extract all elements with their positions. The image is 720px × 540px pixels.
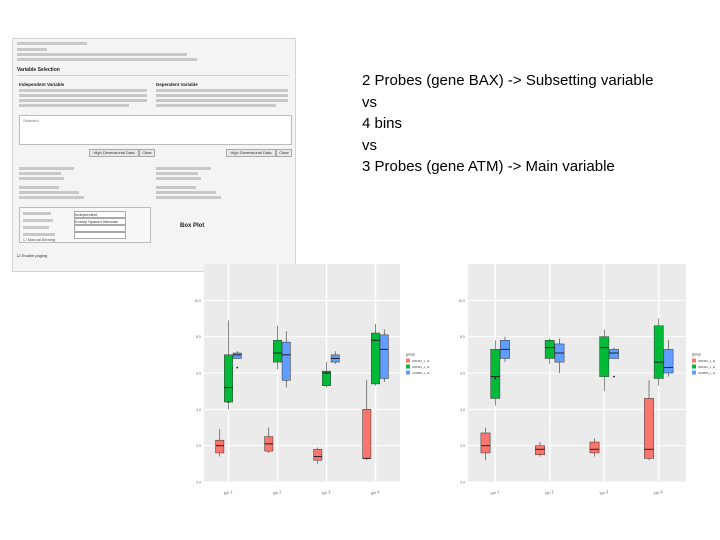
x-tick-label: bin 4 (653, 489, 664, 496)
placeholder-text-line (17, 48, 47, 51)
checkbox-icon[interactable]: ☐ (23, 237, 28, 242)
legend-label: 208442_s_at (698, 365, 715, 370)
bin-count-input[interactable] (74, 225, 126, 232)
dependent-variable-title: Dependent Variable (156, 82, 198, 87)
box-plot-title: Box Plot (180, 223, 205, 229)
placeholder-text-line (156, 99, 288, 102)
box (224, 355, 232, 402)
placeholder-text-line (23, 219, 53, 222)
placeholder-text-line (156, 104, 276, 107)
y-tick-label: 2.0 (460, 444, 465, 449)
variable-drop-box[interactable] (19, 115, 292, 145)
slide-line-probes-atm: 3 Probes (gene ATM) -> Main variable (362, 158, 615, 175)
legend-label: 208442_s_at (412, 365, 430, 370)
y-tick-label: 10.0 (194, 298, 201, 303)
y-tick-label: 2.0 (196, 444, 201, 449)
y-tick-label: 10.0 (458, 298, 465, 303)
placeholder-text-line (19, 186, 59, 189)
placeholder-text-line (23, 233, 55, 236)
placeholder-text-line (156, 89, 288, 92)
legend-swatch (692, 365, 696, 369)
box (273, 340, 281, 362)
manual-binning-label: Manual Binning (27, 237, 56, 242)
placeholder-text-line (23, 212, 51, 215)
placeholder-text-line (19, 99, 147, 102)
legend-label: 205462_s_at (412, 359, 430, 364)
bin-assignment-select[interactable] (74, 232, 126, 239)
placeholder-text-line (17, 58, 197, 61)
placeholder-text-line (19, 196, 84, 199)
placeholder-text-line (156, 94, 288, 97)
outlier-point (228, 401, 230, 403)
clear-button-right[interactable]: Clear (276, 149, 292, 157)
legend-title: group (406, 352, 415, 357)
x-tick-label: bin 4 (370, 489, 380, 496)
slide-line-vs-2: vs (362, 136, 377, 154)
independent-variable-title: Independent Variable (19, 82, 65, 87)
legend-swatch (692, 359, 696, 363)
y-tick-label: 4.0 (196, 407, 201, 412)
legend-swatch (406, 365, 410, 369)
slide-line-vs-1: vs (362, 93, 377, 111)
high-dimensional-data-button-right[interactable]: High Dimensional Data (226, 149, 276, 157)
x-tick-label: bin 2 (544, 489, 555, 496)
placeholder-text-line (19, 172, 61, 175)
y-tick-label: 8.0 (460, 335, 465, 340)
y-tick-label: 6.0 (460, 371, 465, 376)
placeholder-text-line (156, 177, 201, 180)
placeholder-text-line (17, 42, 87, 45)
outlier-point (613, 376, 615, 378)
placeholder-text-line (156, 196, 221, 199)
box (282, 342, 290, 380)
box-plot-chart-2 (450, 236, 715, 496)
outlier-point (494, 378, 496, 380)
clear-button-left[interactable]: Clear (139, 149, 155, 157)
box (664, 349, 673, 373)
binning-options-box (19, 207, 151, 243)
box (600, 337, 609, 377)
legend-label: 205462_s_at (698, 359, 715, 364)
placeholder-text-line (19, 94, 147, 97)
placeholder-text-line (17, 53, 187, 56)
checkbox-checked-icon[interactable]: ☑ (17, 253, 22, 258)
x-tick-label: bin 1 (223, 489, 233, 496)
box (491, 349, 500, 398)
box (314, 449, 322, 460)
variable-selection-header: Variable Selection (17, 67, 60, 73)
enable-paging-option[interactable] (17, 253, 47, 258)
binning-variable-select[interactable]: Independent (74, 211, 126, 218)
placeholder-text-line (156, 167, 211, 170)
box (481, 433, 490, 453)
high-dimensional-data-button-left[interactable]: High Dimensional Data (89, 149, 139, 157)
box (654, 326, 663, 379)
legend-title: group (692, 352, 701, 357)
drop-box-label: Selected (23, 118, 39, 123)
x-tick-label: bin 3 (599, 489, 609, 496)
x-tick-label: bin 3 (321, 489, 331, 496)
placeholder-text-line (19, 167, 74, 170)
box (609, 349, 618, 358)
placeholder-text-line (19, 104, 129, 107)
placeholder-text-line (19, 191, 79, 194)
box (380, 335, 388, 379)
y-tick-label: 8.0 (196, 335, 201, 340)
placeholder-text-line (156, 186, 196, 189)
legend-swatch (692, 371, 696, 375)
legend-swatch (406, 359, 410, 363)
enable-paging-label: Enable paging (21, 253, 48, 258)
box-plot-chart-1 (170, 236, 445, 496)
legend-label: 210858_x_at (698, 371, 715, 376)
placeholder-text-line (156, 172, 198, 175)
y-tick-label: 4.0 (460, 407, 465, 412)
x-tick-label: bin 2 (272, 489, 282, 496)
outlier-point (326, 372, 328, 374)
legend-label: 210858_x_at (412, 371, 430, 376)
placeholder-text-line (156, 191, 216, 194)
x-tick-label: bin 1 (490, 489, 500, 496)
placeholder-text-line (19, 89, 147, 92)
box (590, 442, 599, 453)
placeholder-text-line (19, 177, 64, 180)
y-tick-label: 0.0 (196, 480, 201, 485)
slide-text (362, 70, 653, 178)
manual-binning-option[interactable] (23, 237, 55, 242)
box (233, 353, 241, 358)
box (535, 446, 544, 455)
slide-line-bins: 4 bins (362, 115, 403, 132)
binning-type-select[interactable]: Evenly Spaced Intervals (74, 218, 126, 225)
y-tick-label: 0.0 (460, 480, 465, 485)
y-tick-label: 6.0 (196, 371, 201, 376)
legend-swatch (406, 371, 410, 375)
box (545, 340, 554, 358)
placeholder-text-line (23, 226, 49, 229)
slide-line-probes-bax: 2 Probes (gene BAX) -> Subsetting variable (362, 72, 654, 89)
box (363, 409, 371, 458)
outlier-point (236, 367, 238, 369)
box (216, 440, 224, 453)
